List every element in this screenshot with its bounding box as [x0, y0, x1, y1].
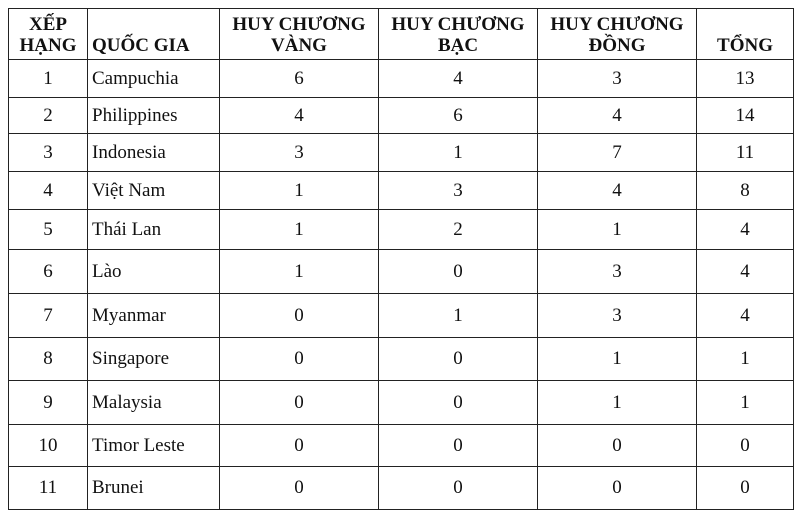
gold-cell: 1 — [220, 210, 379, 250]
total-cell: 0 — [697, 425, 794, 467]
table-row — [9, 294, 794, 338]
header-silver — [379, 9, 538, 60]
total-cell: 0 — [697, 467, 794, 510]
country-cell: Lào — [88, 250, 220, 294]
rank-cell: 2 — [9, 98, 88, 134]
silver-cell: 0 — [379, 250, 538, 294]
gold-cell: 4 — [220, 98, 379, 134]
country-cell: Malaysia — [88, 381, 220, 425]
table-row — [9, 172, 794, 210]
bronze-cell: 4 — [538, 98, 697, 134]
total-cell: 1 — [697, 381, 794, 425]
country-cell: Thái Lan — [88, 210, 220, 250]
medal-table — [8, 8, 794, 510]
silver-cell: 3 — [379, 172, 538, 210]
header-country — [88, 9, 220, 60]
silver-cell: 0 — [379, 425, 538, 467]
silver-cell: 1 — [379, 294, 538, 338]
country-cell: Việt Nam — [88, 172, 220, 210]
header-total-label: TỔNG — [717, 35, 773, 56]
table-row — [9, 338, 794, 381]
bronze-cell: 3 — [538, 60, 697, 98]
table-row — [9, 467, 794, 510]
total-cell: 4 — [697, 210, 794, 250]
header-row — [9, 9, 794, 60]
bronze-cell: 1 — [538, 210, 697, 250]
silver-cell: 0 — [379, 338, 538, 381]
gold-cell: 0 — [220, 381, 379, 425]
table-row — [9, 60, 794, 98]
header-country-label: QUỐC GIA — [92, 35, 190, 56]
table-row — [9, 98, 794, 134]
rank-cell: 11 — [9, 467, 88, 510]
gold-cell: 0 — [220, 294, 379, 338]
header-gold-line2: VÀNG — [271, 35, 327, 56]
gold-cell: 0 — [220, 425, 379, 467]
rank-cell: 8 — [9, 338, 88, 381]
silver-cell: 6 — [379, 98, 538, 134]
table-row — [9, 381, 794, 425]
header-bronze — [538, 9, 697, 60]
total-cell: 13 — [697, 60, 794, 98]
total-cell: 4 — [697, 294, 794, 338]
total-cell: 8 — [697, 172, 794, 210]
gold-cell: 0 — [220, 338, 379, 381]
header-silver-line1: HUY CHƯƠNG — [391, 14, 525, 35]
country-cell: Timor Leste — [88, 425, 220, 467]
silver-cell: 4 — [379, 60, 538, 98]
silver-cell: 1 — [379, 134, 538, 172]
silver-cell: 2 — [379, 210, 538, 250]
header-gold — [220, 9, 379, 60]
gold-cell: 3 — [220, 134, 379, 172]
bronze-cell: 4 — [538, 172, 697, 210]
country-cell: Philippines — [88, 98, 220, 134]
rank-cell: 10 — [9, 425, 88, 467]
header-rank-line1: XẾP — [29, 14, 67, 35]
bronze-cell: 0 — [538, 467, 697, 510]
bronze-cell: 0 — [538, 425, 697, 467]
silver-cell: 0 — [379, 467, 538, 510]
table-row — [9, 425, 794, 467]
header-silver-line2: BẠC — [437, 35, 479, 56]
rank-cell: 9 — [9, 381, 88, 425]
gold-cell: 6 — [220, 60, 379, 98]
header-rank-line2: HẠNG — [19, 35, 77, 56]
silver-cell: 0 — [379, 381, 538, 425]
bronze-cell: 7 — [538, 134, 697, 172]
rank-cell: 3 — [9, 134, 88, 172]
bronze-cell: 1 — [538, 381, 697, 425]
rank-cell: 5 — [9, 210, 88, 250]
gold-cell: 0 — [220, 467, 379, 510]
bronze-cell: 1 — [538, 338, 697, 381]
bronze-cell: 3 — [538, 294, 697, 338]
bronze-cell: 3 — [538, 250, 697, 294]
gold-cell: 1 — [220, 172, 379, 210]
table-row — [9, 250, 794, 294]
gold-cell: 1 — [220, 250, 379, 294]
total-cell: 4 — [697, 250, 794, 294]
header-rank — [9, 9, 88, 60]
rank-cell: 4 — [9, 172, 88, 210]
table-row — [9, 134, 794, 172]
header-total — [697, 9, 794, 60]
rank-cell: 7 — [9, 294, 88, 338]
total-cell: 14 — [697, 98, 794, 134]
rank-cell: 6 — [9, 250, 88, 294]
header-bronze-line2: ĐỒNG — [588, 35, 646, 56]
country-cell: Indonesia — [88, 134, 220, 172]
header-bronze-line1: HUY CHƯƠNG — [550, 14, 684, 35]
country-cell: Campuchia — [88, 60, 220, 98]
total-cell: 1 — [697, 338, 794, 381]
table-row — [9, 210, 794, 250]
country-cell: Brunei — [88, 467, 220, 510]
rank-cell: 1 — [9, 60, 88, 98]
total-cell: 11 — [697, 134, 794, 172]
header-gold-line1: HUY CHƯƠNG — [232, 14, 366, 35]
country-cell: Myanmar — [88, 294, 220, 338]
country-cell: Singapore — [88, 338, 220, 381]
